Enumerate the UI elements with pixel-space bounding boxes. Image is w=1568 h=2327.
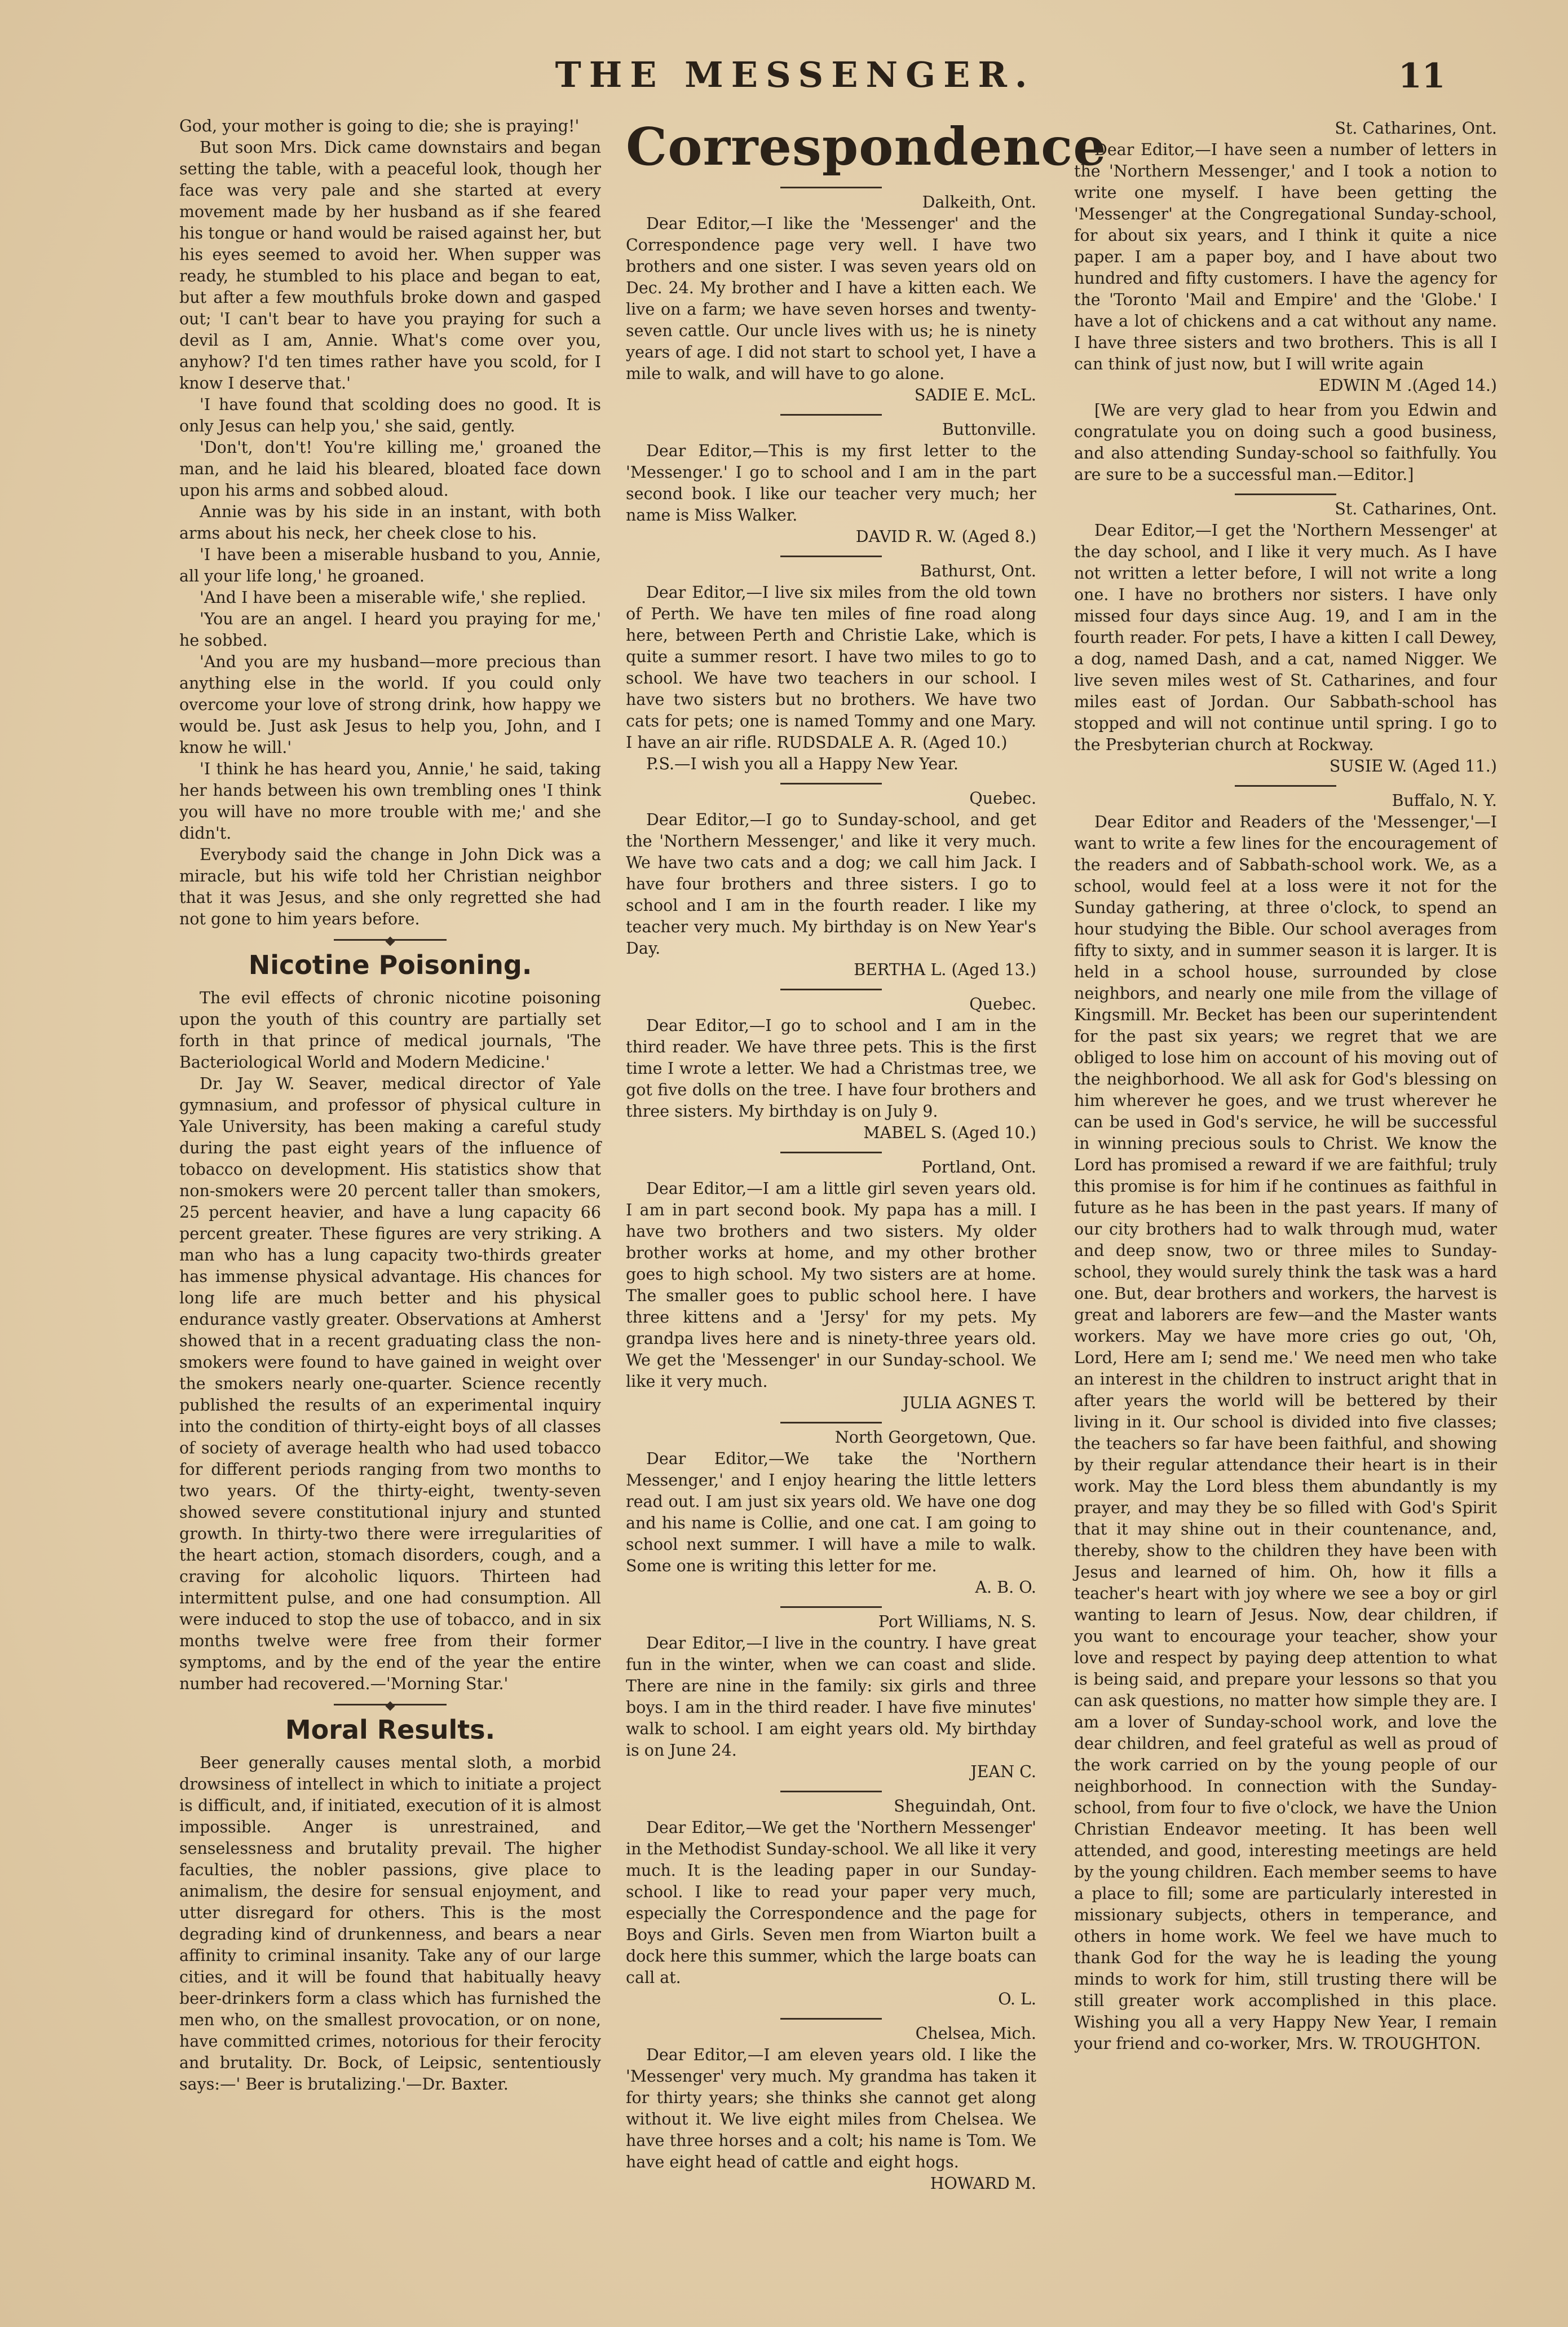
letter-place: Buttonville. [942,420,1036,439]
story-paragraph: God, your mother is going to die; she is praying!' [179,117,580,135]
letter [626,1427,1036,1598]
letter-signature: EDWIN M .(Aged 14.) [1318,376,1497,395]
divider [780,1152,882,1153]
section-divider [334,936,447,944]
divider [780,556,882,557]
editor-note: [We are very glad to hear from you Edwin and congratulate you on doing such a good business, and also attending Sunday-school so faithfully. You are sure to be a successful man.—Editor.] [1074,401,1497,484]
letter-place: Port Williams, N. S. [878,1612,1036,1631]
page-number: 11 [1398,56,1446,96]
story-paragraph: 'Don't, don't! You're killing me,' groaned the man, and he laid his bleared, bloated face down upon his arms and sobbed aloud. [179,438,601,500]
letter-body: Dear Editor,—I am eleven years old. I like the 'Messenger' very much. My grandma has taken it for thirty years; she thinks she cannot get along without it. We live eight miles from Chelsea. We have three horses and a colt; his name is Tom. We have eight head of cattle and eight hogs. [626,2046,1036,2171]
letter-place: Quebec. [969,995,1036,1013]
divider [780,2018,882,2020]
divider [780,783,882,785]
story-paragraph: 'You are an angel. I heard you praying for me,' he sobbed. [179,610,601,650]
letter [626,1611,1036,1783]
letter-body: Dear Editor,—We take the 'Northern Messenger,' and I enjoy hearing the little letters read out. I am just six years old. We have one dog and his name is Collie, and one cat. I am going to school next summer. I will have a mile to walk. Some one is writing this letter for me. [626,1449,1036,1575]
article-paragraph: The evil effects of chronic nicotine poisoning upon the youth of this country are partially set forth in that prince of medical journals, 'The Bacteriological World and Modern Medicine.' [179,989,601,1072]
story-paragraph: 'And you are my husband—more precious than anything else in the world. If you could only overcome your love of strong drink, how happy we would be. Just ask Jesus to help you, John, and I know he will.' [179,653,601,757]
letter-body: Dear Editor,—I have seen a number of letters in the 'Northern Messenger,' and I took a notion to write one myself. I have been getting the 'Messenger' at the Congregational Sunday-school, for about six years, and I think it quite a nice paper. I am a paper boy, and I have about two hundred and fifty customers. I have the agency for the 'Toronto 'Mail and Empire' and the 'Globe.' I have a lot of chickens and a cat without any name. I have three sisters and two brothers. This is all I can think of just now, but I will write again [1074,140,1497,373]
letter-body: Dear Editor,—I live in the country. I have great fun in the winter, when we can coast and slide. There are nine in the family: six girls and three boys. I am in the third reader. I have five minutes' walk to school. I am eight years old. My birthday is on June 24. [626,1634,1036,1760]
letter-body: Dear Editor,—I get the 'Northern Messenger' at the day school, and I like it very much. As I have not written a letter before, I will not write a long one. I have no brothers nor sisters. I have only missed four days since Aug. 19, and I am in the fourth reader. For pets, I have a kitten I call Dewey, a dog, named Dash, and a cat, named Nigger. We live seven miles west of St. Catharines, and four miles east of Jordan. Our Sabbath-school has stopped and will not continue until spring. I go to the Presbyterian church at Rockway. [1074,521,1497,754]
section-divider [334,1700,447,1708]
divider [780,187,882,188]
divider [780,414,882,416]
letter-place: Quebec. [969,789,1036,808]
heading-nicotine-poisoning: Nicotine Poisoning. [248,950,532,980]
letter-signature: A. B. O. [975,1578,1036,1597]
letter [626,1796,1036,2010]
column-middle [626,116,1107,2304]
story-paragraph: But soon Mrs. Dick came downstairs and began setting the table, with a peaceful look, though her face was very pale and she started at every movement made by her husband as if she feared his tongue or hand would be raised against her, but his eyes seemed to avoid her. When supper was ready, he stumbled to his place and began to eat, but after a few mouthfuls broke down and gasped out; 'I can't bear to have you praying for such a devil as I am, Annie. What's come over you, anyhow? I'd ten times rather have you scold, for I know I deserve that.' [179,138,601,393]
letter [626,419,1036,548]
story-paragraph: 'And I have been a miserable wife,' she replied. [200,588,586,607]
letter-place: North Georgetown, Que. [834,1428,1036,1447]
letter-postscript: P.S.—I wish you all a Happy New Year. [646,755,959,773]
divider [780,1422,882,1423]
letter-signature: MABEL S. (Aged 10.) [863,1123,1036,1142]
letter-signature: HOWARD M. [930,2174,1036,2193]
letter [626,788,1036,981]
letter-signature: JEAN C. [970,1762,1036,1781]
letter-place: St. Catharines, Ont. [1335,500,1497,518]
divider [780,989,882,990]
letter-place: Bathurst, Ont. [920,562,1036,580]
story-paragraph: Annie was by his side in an instant, with both arms about his neck, her cheek close to his. [179,503,601,543]
letter [626,1157,1036,1414]
heading-correspondence: Correspondence [626,116,1107,177]
letter-body: Dear Editor,—I go to Sunday-school, and get the 'Northern Messenger,' and like it very much. We have two cats and a dog; we call him Jack. I have four brothers and three sisters. I go to school and I am in the fourth reader. I like my teacher very much. My birthday is on New Year's Day. [626,810,1036,958]
letter-body: Dear Editor,—This is my first letter to the 'Messenger.' I go to school and I am in the part second book. I like our teacher very much; her name is Miss Walker. [626,442,1036,525]
letter-body: Dear Editor and Readers of the 'Messenger,'—I want to write a few lines for the encouragement of the readers and of Sabbath-school work. We, as a school, would feel at a loss were it not for the Sunday gathering, at three o'clock, to spend an hour studying the Bible. Our school averages from fifty to sixty, and in summer season it is larger. It is held in a school house, surrounded by close neighbors, and nearly one mile from the village of Kingsmill. Mr. Becket has been our superintendent for the past six years; we regret that we are obliged to lose him on account of his moving out of the neighborhood. We all ask for God's blessing on him wherever he goes, and we trust wherever he can be used in God's service, he will be successful in winning precious souls to Christ. We know the Lord has promised a reward if we are faithful; truly this promise is for him if he continues as faithful in future as he has been in the past years. If many of our city brothers had to walk through mud, water and deep snow, two or three miles to Sunday-school, they would surely think the task was a hard one. But, dear brothers and workers, the harvest is great and laborers are few—and the Master wants workers. May we have more cries go out, 'Oh, Lord, Here am I; send me.' We need men who take an interest in the children to instruct aright that in after years the world will be bettered by their living in it. Our school is divided into five classes; the teachers so far have been faithful, and showing by their regular attendance their heart is in their work. May the Lord bless them abundantly is my prayer, and may they be so filled with God's Spirit that it may shine out in their countenance, and, thereby, show to the children they have been with Jesus and learned of him. Oh, how it fills a teacher's heart with joy where we see a boy or girl wanting to learn of Jesus. Now, dear children, if you want to encourage your teacher, show your love and respect by paying deep attention to what is being said, and prepare your lessons so that you can ask questions, no matter how simple they are. I am a lover of Sunday-school work, and love the dear children, and feel grateful as well as proud of the work carried on by the young people of our neighborhood. In connection with the Sunday-school, from four to five o'clock, we have the Union Christian Endeavor meeting. It has been well attended, and good, interesting meetings are held by the young children. Each member seems to have a place to fill; some are particularly interested in missionary subjects, others in temperance, and others in home work. We feel we have much to thank God for the way he is leading the young minds to work for him, still trusting there will be still greater work accomplished in this place. Wishing you all a very Happy New Year, I remain your friend and co-worker, Mrs. W. TROUGHTON. [1074,813,1497,2053]
story-paragraph: 'I think he has heard you, Annie,' he said, taking her hands between his own trembling ones 'I think you will have no more trouble with me;' and she didn't. [179,760,601,843]
divider [780,1791,882,1792]
letter-place: Dalkeith, Ont. [922,193,1036,211]
letter-body: Dear Editor,—I go to school and I am in the third reader. We have three pets. This is the first time I wrote a letter. We had a Christmas tree, we got five dolls on the tree. I have four brothers and three sisters. My birthday is on July 9. [626,1016,1036,1121]
letter-signature: SUSIE W. (Aged 11.) [1329,757,1497,775]
column-left [179,116,601,2304]
letter-body: Dear Editor,—I like the 'Messenger' and the Correspondence page very well. I have two brothers and one sister. I was seven years old on Dec. 24. My brother and I have a kitten each. We live on a farm; we have seven horses and twenty-seven cattle. Our uncle lives with us; he is ninety years of age. I did not start to school yet, I have a mile to walk, and will have to go alone. [626,214,1036,383]
letter [626,192,1036,406]
article-paragraph: Dr. Jay W. Seaver, medical director of Yale gymnasium, and professor of physical culture in Yale University, has been making a careful study during the past eight years of the influence of tobacco on development. His statistics show that non-smokers were 20 percent taller than smokers, 25 percent heavier, and have a lung capacity 66 percent greater. These figures are very striking. A man who has a lung capacity two-thirds greater has immense physical advantage. His chances for long life are much better and his physical endurance vastly greater. Observations at Amherst showed that in a recent graduating class the non-smokers were found to have gained in weight over the smokers nearly one-quarter. Science recently published the results of an experimental inquiry into the condition of thirty-eight boys of all classes of society of average health who had used tobacco for different periods ranging from two months to two years. Of the thirty-eight, twenty-seven showed severe constitutional injury and stunted growth. In thirty-two there were irregularities of the heart action, stomach disorders, cough, and a craving for alcoholic liquors. Thirteen had intermittent pulse, and one had consumption. All were induced to stop the use of tobacco, and in six months twelve were free from their former symptoms, and by the end of the year the entire number had recovered.—'Morning Star.' [179,1074,601,1693]
story-paragraph: Everybody said the change in John Dick was a miracle, but his wife told her Christian neighbor that it was Jesus, and she only regretted she had not gone to him years before. [179,845,601,928]
story-paragraph: 'I have found that scolding does no good. It is only Jesus can help you,' she said, gently. [179,395,601,435]
letter-body: Dear Editor,—I am a little girl seven years old. I am in part second book. My papa has a mill. I have two brothers and two sisters. My older brother works at home, and my other brother goes to high school. My two sisters are at home. The smaller goes to public school here. I have three kittens and a 'Jersy' for my pets. My grandpa lives here and is ninety-three years old. We get the 'Messenger' in our Sunday-school. We like it very much. [626,1179,1036,1391]
letter-place: Sheguindah, Ont. [894,1797,1036,1815]
article-paragraph: Beer generally causes mental sloth, a morbid drowsiness of intellect in which to initiate a project is difficult, and, if initiated, execution of it is almost impossible. Anger is unrestrained, and senselessness and brutality prevail. The higher faculties, the nobler passions, give place to animalism, the desire for sensual enjoyment, and utter disregard for others. This is the most degrading kind of drunkenness, and bears a near affinity to criminal insanity. Take any of our large cities, and it will be found that habitually heavy beer-drinkers form a class which has furnished the men who, on the smallest provocation, or on none, have committed crimes, notorious for their ferocity and brutality. Dr. Bock, of Leipsic, sententiously says:—' Beer is brutalizing.'—Dr. Baxter. [179,1753,601,2094]
letter [626,2023,1036,2194]
divider [1235,493,1336,495]
publication-title: THE MESSENGER. [555,54,1035,95]
column-right [1074,116,1497,2304]
letter-signature: O. L. [998,1990,1036,2008]
letter-signature: BERTHA L. (Aged 13.) [854,960,1036,979]
letter-signature: SADIE E. McL. [914,386,1036,404]
letter-place: Chelsea, Mich. [915,2024,1036,2043]
letter [626,561,1036,775]
masthead [0,54,1568,99]
letter [626,994,1036,1144]
divider [1235,785,1336,787]
letter-place: Buffalo, N. Y. [1392,791,1497,810]
divider [780,1606,882,1608]
letter-place: St. Catharines, Ont. [1335,119,1497,138]
letter-signature: DAVID R. W. (Aged 8.) [855,527,1036,546]
letter-place: Portland, Ont. [921,1158,1036,1176]
heading-moral-results: Moral Results. [285,1715,496,1745]
story-paragraph: 'I have been a miserable husband to you, Annie, all your life long,' he groaned. [179,545,601,585]
letter-signature: JULIA AGNES T. [903,1394,1036,1412]
letter-body: Dear Editor,—We get the 'Northern Messenger' in the Methodist Sunday-school. We all like it very much. It is the leading paper in our Sunday-school. I like to read your paper very much, especially the Correspondence and the page for Boys and Girls. Seven men from Wiarton built a dock here this summer, which the large boats can call at. [626,1818,1036,1987]
letter-body: Dear Editor,—I live six miles from the old town of Perth. We have ten miles of fine road along here, between Perth and Christie Lake, which is quite a summer resort. I have two miles to go to school. We have two teachers in our school. I have two sisters but no brothers. We have two cats for pets; one is named Tommy and one Mary. I have an air rifle. RUDSDALE A. R. (Aged 10.) [626,583,1036,752]
